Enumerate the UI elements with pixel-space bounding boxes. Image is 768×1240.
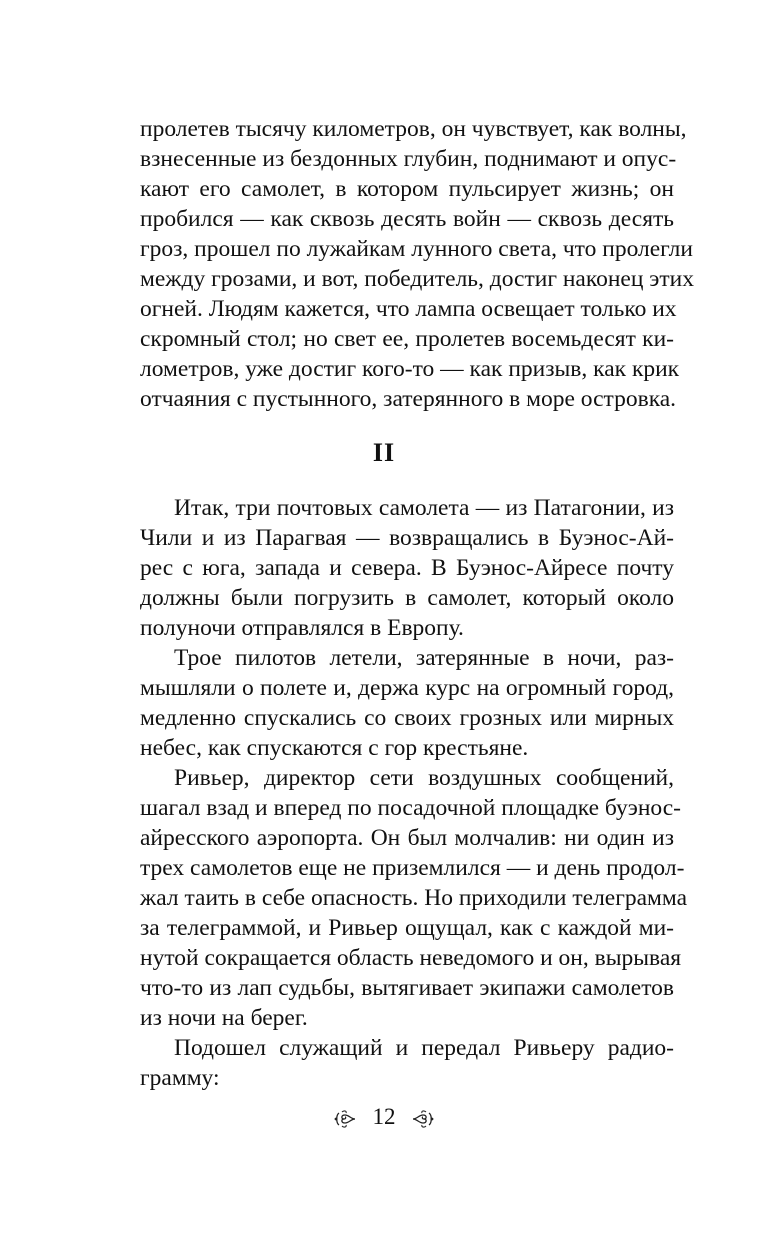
paragraph	[140, 643, 674, 763]
text-line: жал таить в себе опасность. Но приходили телеграмма	[140, 885, 688, 911]
text-line: пробился — как сквозь десять войн — сквозь десять	[140, 206, 674, 232]
page-number: 12	[372, 1103, 396, 1129]
text-line: Ривьер, директор сети воздушных сообщений,	[174, 765, 674, 791]
text-line: медленно спускались со своих грозных или мирных	[140, 705, 674, 731]
text-line: пролетев тысячу километров, он чувствует, как волны,	[140, 116, 687, 142]
text-line: скромный стол; но свет ее, пролетев восемьдесят ки-	[140, 326, 674, 352]
text-line: полуночи отправлялся в Европу.	[140, 615, 464, 641]
paragraph	[140, 493, 674, 643]
text-line: Трое пилотов летели, затерянные в ночи, раз-	[174, 645, 674, 671]
opening-paragraph	[140, 114, 694, 414]
text-line: Чили и из Парагвая — возвращались в Буэнос-Ай-	[140, 525, 674, 551]
text-line: трех самолетов еще не приземлился — и день продол-	[140, 855, 685, 881]
text-line: должны были погрузить в самолет, который около	[140, 585, 674, 611]
text-line: небес, как спускаются с гор крестьяне.	[140, 735, 529, 761]
page-footer	[0, 1100, 768, 1132]
text-line: айресского аэропорта. Он был молчалив: ни один из	[140, 825, 674, 851]
text-line: мышляли о полете и, держа курс на огромный город,	[140, 675, 674, 701]
text-line: кают его самолет, в котором пульсирует жизнь; он	[140, 176, 674, 202]
text-line: нутой сокращается область неведомого и он, вырывая	[140, 945, 682, 971]
chapter-heading: II	[372, 438, 396, 467]
text-line: лометров, уже достиг кого-то — как призыв, как крик	[140, 356, 680, 382]
floral-ornament-icon	[411, 1107, 435, 1127]
text-line: что-то из лап судьбы, вытягивает экипажи самолетов	[140, 975, 674, 1001]
text-line: за телеграммой, и Ривьер ощущал, как с каждой ми-	[140, 915, 674, 941]
text-line: отчаяния с пустынного, затерянного в море островка.	[140, 386, 677, 412]
floral-ornament-icon	[333, 1107, 357, 1127]
chapter-body	[140, 493, 688, 1093]
text-line: из ночи на берег.	[140, 1005, 308, 1031]
text-line: между грозами, и вот, победитель, достиг наконец этих	[140, 266, 694, 292]
text-line: шагал взад и вперед по посадочной площадке буэнос-	[140, 795, 681, 821]
text-line: огней. Людям кажется, что лампа освещает только их	[140, 296, 677, 322]
text-line: гроз, прошел по лужайкам лунного света, что пролегли	[140, 236, 693, 262]
text-line: Подошел служащий и передал Ривьеру радио-	[174, 1035, 674, 1061]
text-line: Итак, три почтовых самолета — из Патагонии, из	[174, 495, 674, 521]
text-line: грамму:	[140, 1065, 220, 1091]
paragraph	[140, 1033, 674, 1093]
paragraph	[140, 763, 688, 1033]
text-line: взнесенные из бездонных глубин, поднимают и опус-	[140, 146, 677, 172]
text-line: рес с юга, запада и севера. В Буэнос-Айресе почту	[140, 555, 674, 581]
